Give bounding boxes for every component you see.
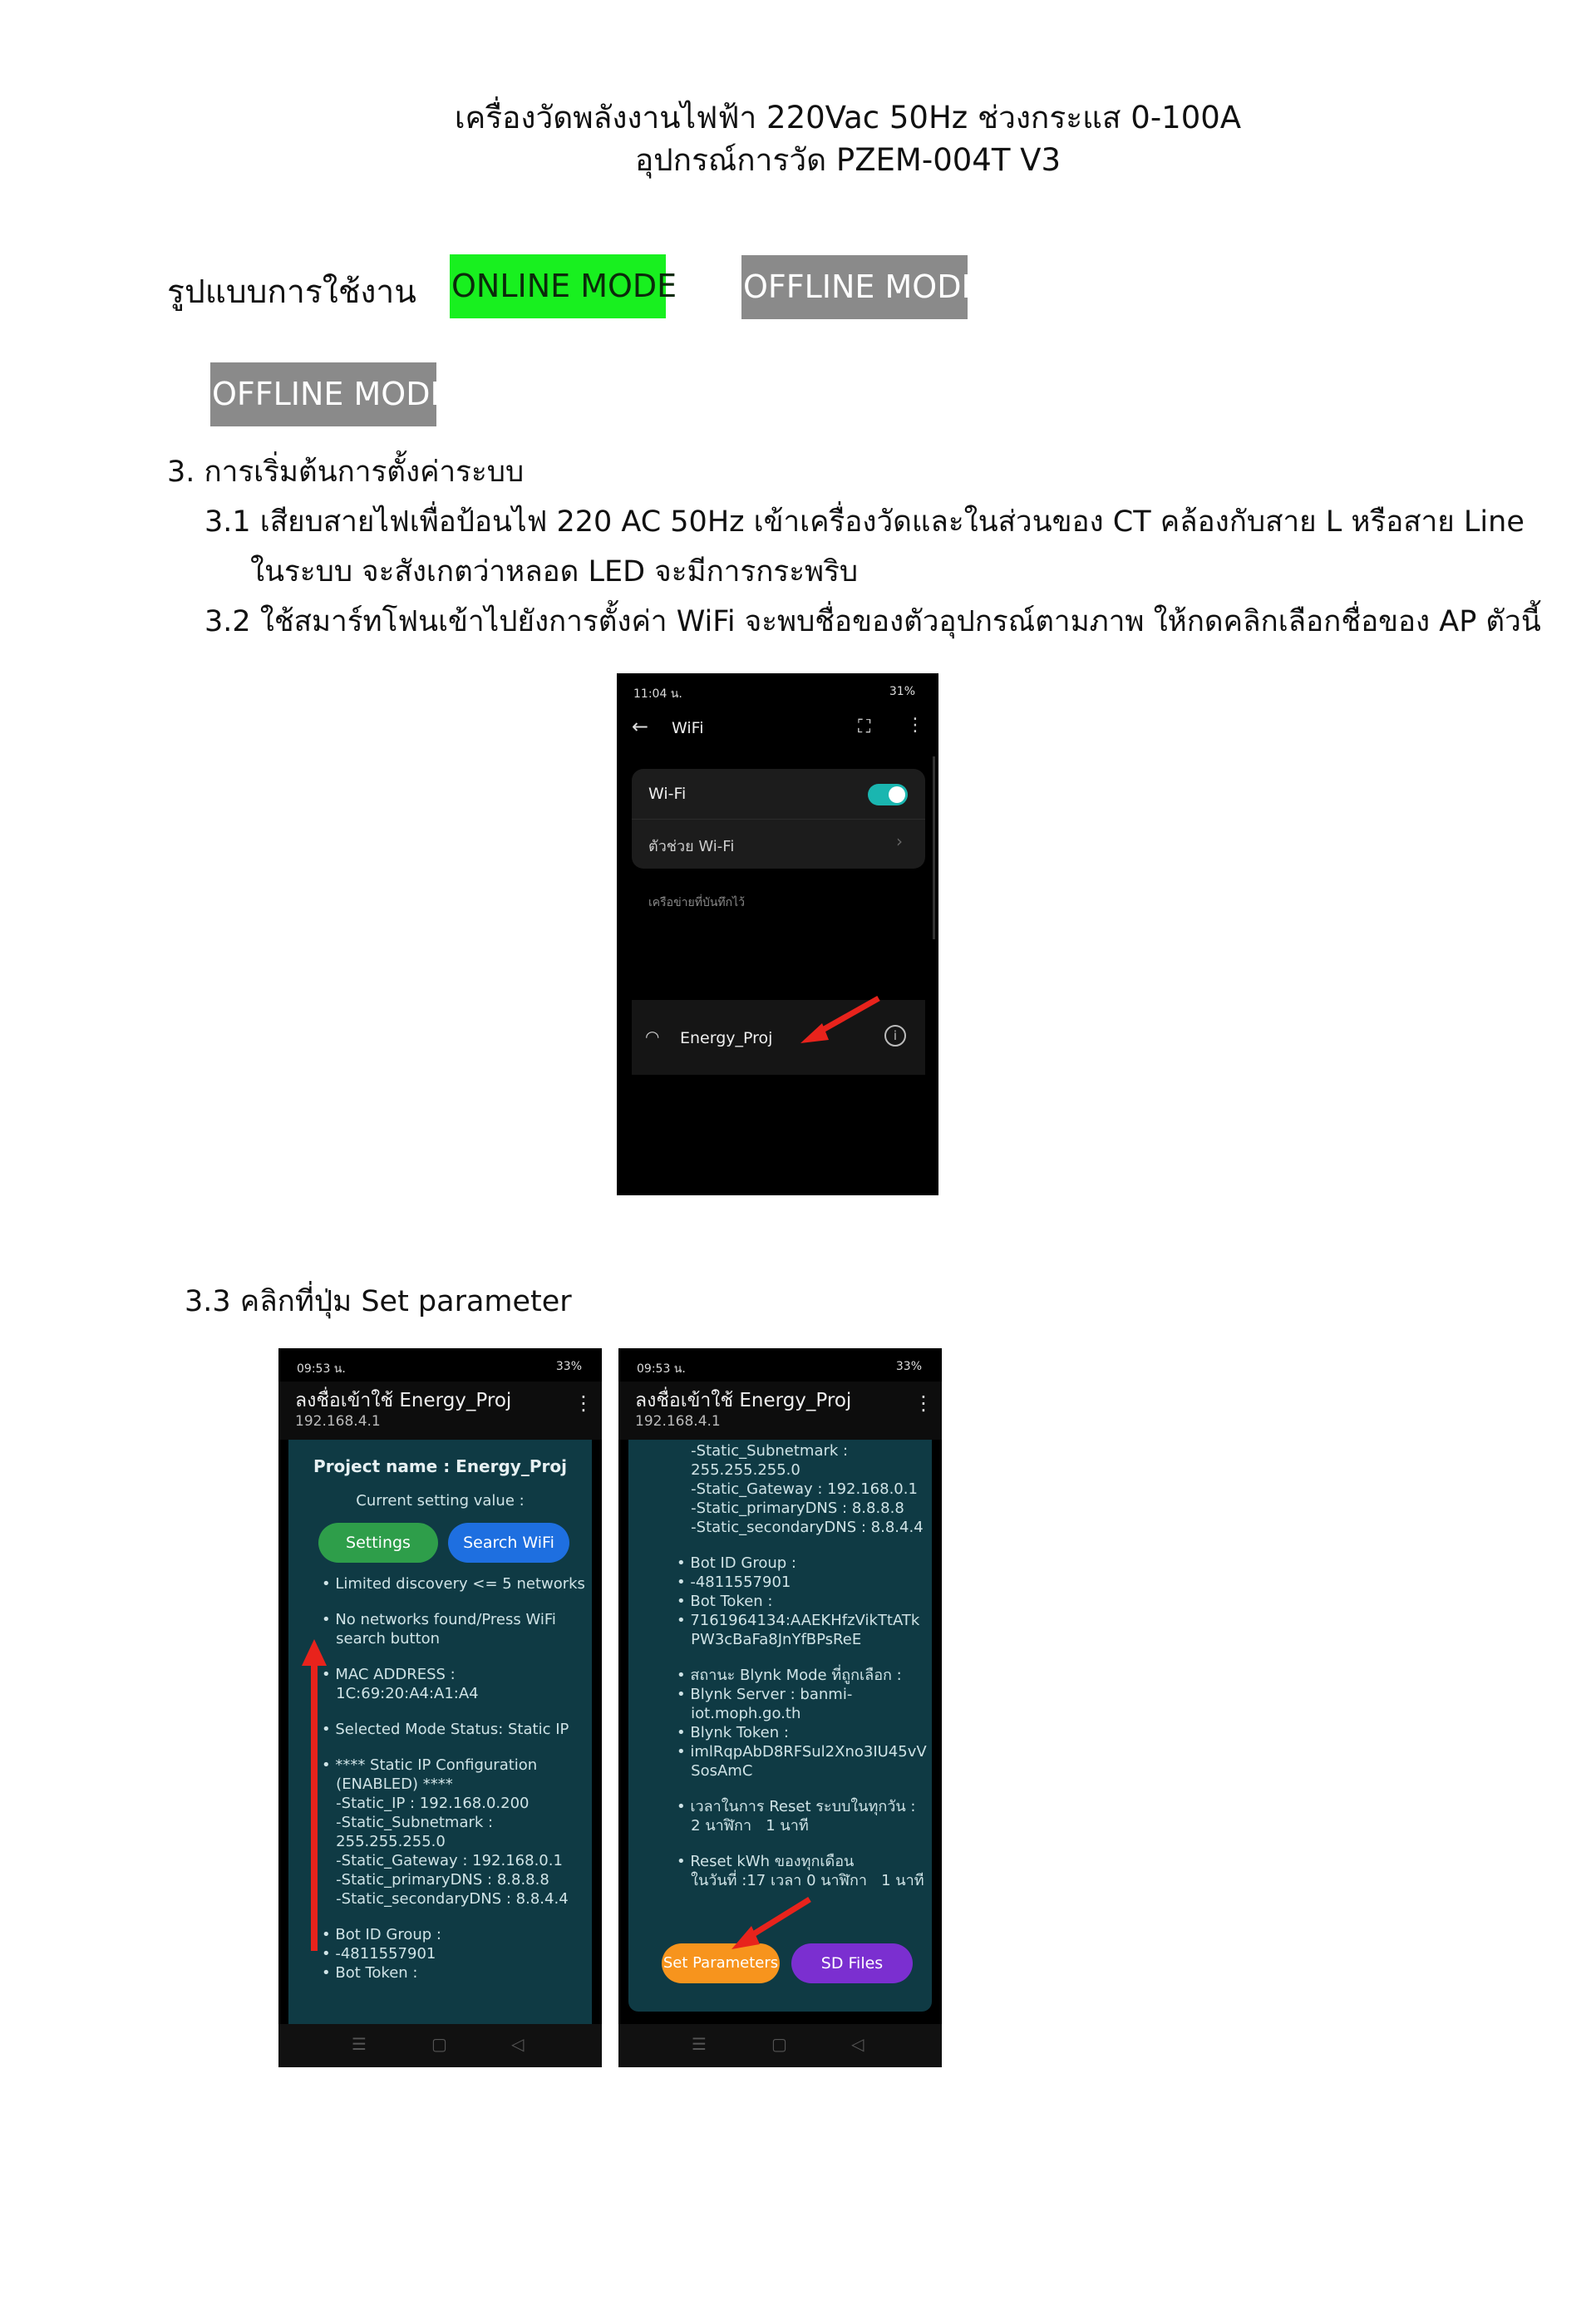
wifi-screen-title: WiFi xyxy=(672,719,704,737)
signin-title: ลงชื่อเข้าใช้ Energy_Proj xyxy=(295,1390,512,1411)
saved-networks-label: เครือข่ายที่บันทึกไว้ xyxy=(648,896,746,909)
red-arrow-icon xyxy=(796,992,887,1050)
step-3-1-line2: ในระบบ จะสังเกตว่าหลอด LED จะมีการกระพริบ xyxy=(250,555,859,589)
wifi-toggle-label: Wi-Fi xyxy=(648,785,687,803)
settings-list-line: • MAC ADDRESS : xyxy=(322,1666,456,1683)
current-setting-label: Current setting value : xyxy=(356,1492,525,1510)
settings-list-line: • Bot ID Group : xyxy=(677,1554,796,1572)
settings-list-line: -Static_Subnetmark : xyxy=(322,1814,494,1831)
settings-list-line: 2 นาฬิกา 1 นาที xyxy=(677,1817,809,1835)
red-up-arrow-icon xyxy=(302,1639,327,1955)
back-icon[interactable]: ◁ xyxy=(511,2034,525,2054)
scrollbar[interactable] xyxy=(933,756,935,939)
ip-address: 192.168.4.1 xyxy=(635,1413,721,1430)
online-mode-badge: ONLINE MODE xyxy=(450,254,666,318)
battery-level: 33% xyxy=(555,1360,582,1373)
wifi-signal-icon: ◠ xyxy=(645,1027,660,1047)
settings-list-line: -Static_primaryDNS : 8.8.8.8 xyxy=(677,1500,904,1517)
settings-list-line: • imlRqpAbD8RFSul2Xno3IU45vV xyxy=(677,1743,927,1761)
settings-list-line: -Static_primaryDNS : 8.8.8.8 xyxy=(322,1871,549,1889)
settings-list-line: • 7161964134:AAEKHfzVikTtATk xyxy=(677,1612,920,1629)
status-time: 11:04 น. xyxy=(633,687,682,701)
settings-list-line: (ENABLED) **** xyxy=(322,1776,453,1793)
settings-list-line: • Reset kWh ของทุกเดือน xyxy=(677,1853,855,1870)
settings-list-line: ในวันที่ :17 เวลา 0 นาฬิกา 1 นาที xyxy=(677,1872,924,1889)
settings-list-line: -Static_Gateway : 192.168.0.1 xyxy=(677,1480,918,1498)
android-nav-bar xyxy=(618,2024,942,2067)
project-name: Project name : Energy_Proj xyxy=(313,1456,567,1476)
settings-list-line: • Bot ID Group : xyxy=(322,1926,441,1943)
ip-address: 192.168.4.1 xyxy=(295,1413,381,1430)
settings-list-line: -Static_IP : 192.168.0.200 xyxy=(322,1795,530,1812)
wifi-settings-screenshot xyxy=(617,673,938,1195)
settings-list-line: 255.255.255.0 xyxy=(322,1833,446,1850)
home-icon[interactable]: ▢ xyxy=(431,2034,447,2054)
android-nav-bar xyxy=(278,2024,602,2067)
usage-mode-label: รูปแบบการใช้งาน xyxy=(167,273,416,311)
settings-list-line: PW3cBaFa8JnYfBPsReE xyxy=(677,1631,862,1648)
offline-mode-badge: OFFLINE MODE xyxy=(741,255,968,319)
settings-list-line: • -4811557901 xyxy=(322,1945,436,1963)
settings-list-line: • Selected Mode Status: Static IP xyxy=(322,1721,569,1738)
portal-content xyxy=(288,1440,592,2024)
settings-list-line: • Bot Token : xyxy=(322,1964,418,1982)
card-divider xyxy=(632,819,925,820)
battery-level: 33% xyxy=(895,1360,922,1373)
settings-list-line: -Static_Subnetmark : xyxy=(677,1442,849,1460)
sd-files-button[interactable]: SD Files xyxy=(791,1943,913,1983)
more-options-icon[interactable]: ⋮ xyxy=(906,715,924,736)
home-icon[interactable]: ▢ xyxy=(771,2034,787,2054)
settings-list xyxy=(322,1574,588,1982)
more-options-icon[interactable]: ⋮ xyxy=(914,1391,933,1415)
wifi-toggle-switch[interactable] xyxy=(868,784,908,805)
settings-list-line: -Static_secondaryDNS : 8.8.4.4 xyxy=(322,1890,569,1908)
portal-content xyxy=(628,1440,932,2012)
settings-list-line: • Limited discovery <= 5 networks xyxy=(322,1575,585,1593)
step-3-1-line1: 3.1 เสียบสายไฟเพื่อป้อนไฟ 220 AC 50Hz เข้าเครื่องวัดและในส่วนของ CT คล้องกับสาย L หรือสาย Line xyxy=(204,505,1525,539)
signin-title: ลงชื่อเข้าใช้ Energy_Proj xyxy=(635,1390,852,1411)
more-options-icon[interactable]: ⋮ xyxy=(574,1391,594,1415)
settings-list-line: -Static_secondaryDNS : 8.8.4.4 xyxy=(677,1519,924,1536)
doc-title-line1: เครื่องวัดพลังงานไฟฟ้า 220Vac 50Hz ช่วงกระแส 0-100A xyxy=(454,100,1242,135)
set-parameters-button[interactable]: Set Parameters xyxy=(662,1943,780,1983)
qr-scan-icon[interactable]: ⛶ xyxy=(858,717,871,737)
recent-apps-icon[interactable]: ☰ xyxy=(692,2034,707,2054)
config-portal-screenshot-2 xyxy=(618,1348,942,2067)
recent-apps-icon[interactable]: ☰ xyxy=(352,2034,367,2054)
settings-list-line: • Blynk Server : banmi- xyxy=(677,1686,853,1703)
settings-list-line: 1C:69:20:A4:A1:A4 xyxy=(322,1685,479,1702)
step-3-3: 3.3 คลิกที่ปุ่ม Set parameter xyxy=(185,1285,572,1318)
doc-title-line2: อุปกรณ์การวัด PZEM-004T V3 xyxy=(634,142,1062,178)
settings-list-line: • -4811557901 xyxy=(677,1574,791,1591)
status-time: 09:53 น. xyxy=(637,1362,686,1376)
network-name: Energy_Proj xyxy=(680,1029,773,1047)
toggle-knob-icon xyxy=(889,786,905,803)
settings-list xyxy=(677,1441,930,1890)
settings-list-line: -Static_Gateway : 192.168.0.1 xyxy=(322,1852,563,1869)
chevron-right-icon: › xyxy=(896,831,903,851)
step-3-2: 3.2 ใช้สมาร์ทโฟนเข้าไปยังการตั้งค่า WiFi จะพบชื่อของตัวอุปกรณ์ตามภาพ ให้กดคลิกเลือกชื่อของ AP ตัวนี้ xyxy=(204,605,1541,638)
settings-list-line: search button xyxy=(322,1630,441,1647)
step-3-heading: 3. การเริ่มต้นการตั้งค่าระบบ xyxy=(167,456,525,489)
settings-list-line: • Bot Token : xyxy=(677,1593,773,1610)
wifi-assistant-item[interactable]: ตัวช่วย Wi-Fi xyxy=(648,838,735,855)
search-wifi-button[interactable]: Search WiFi xyxy=(448,1523,569,1563)
section-offline-badge: OFFLINE MODE xyxy=(210,362,436,426)
settings-list-line: • No networks found/Press WiFi xyxy=(322,1611,556,1628)
info-icon[interactable]: i xyxy=(884,1025,906,1047)
settings-list-line: • สถานะ Blynk Mode ที่ถูกเลือก : xyxy=(677,1667,902,1684)
battery-level: 31% xyxy=(889,685,915,698)
back-icon[interactable]: ◁ xyxy=(851,2034,864,2054)
config-portal-screenshot-1 xyxy=(278,1348,602,2067)
settings-list-line: 255.255.255.0 xyxy=(677,1461,800,1479)
settings-list-line: • **** Static IP Configuration xyxy=(322,1756,538,1774)
settings-list-line: • Blynk Token : xyxy=(677,1724,789,1741)
back-arrow-icon[interactable]: ← xyxy=(632,715,649,738)
settings-button[interactable]: Settings xyxy=(318,1523,438,1563)
red-arrow-icon xyxy=(727,1893,818,1955)
settings-list-line: SosAmC xyxy=(677,1762,753,1780)
settings-list-line: iot.moph.go.th xyxy=(677,1705,801,1722)
status-time: 09:53 น. xyxy=(297,1362,346,1376)
settings-list-line: • เวลาในการ Reset ระบบในทุกวัน : xyxy=(677,1798,916,1815)
